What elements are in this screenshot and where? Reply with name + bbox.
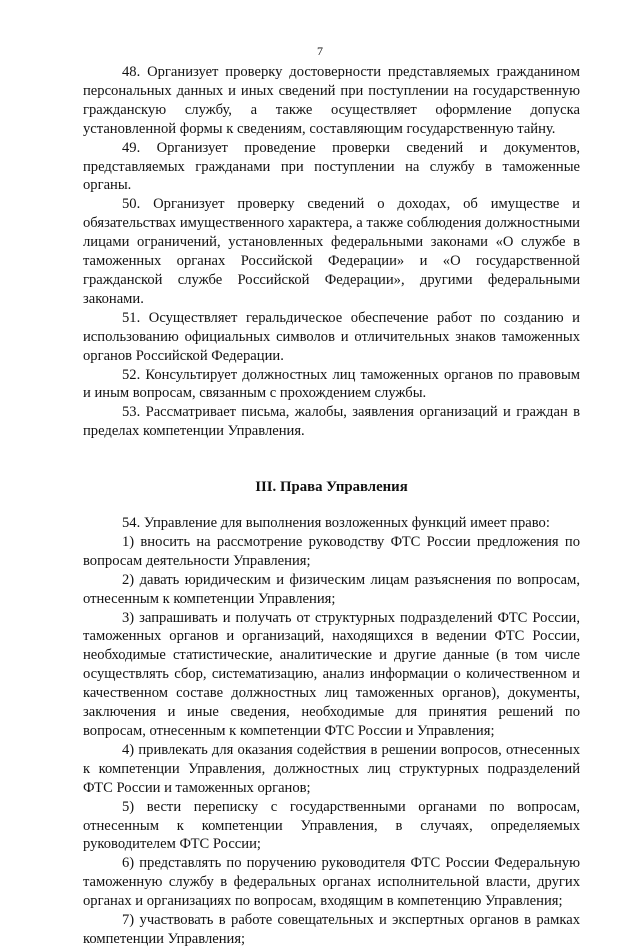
- section-heading: III. Права Управления: [255, 479, 408, 496]
- paragraph-51: 51. Осуществляет геральдическое обеспечение работ по созданию и использованию официальных символов и отличительных знаков таможенных органов Российской Федерации.: [83, 309, 580, 364]
- paragraph-53: 53. Рассматривает письма, жалобы, заявления организаций и граждан в пределах компетенции Управления.: [83, 404, 580, 440]
- paragraph-49: 49. Организует проведение проверки сведений и документов, представляемых гражданами при поступлении на службу в таможенные органы.: [83, 139, 580, 194]
- paragraph-52: 52. Консультирует должностных лиц таможенных органов по правовым и иным вопросам, связанным с прохождением службы.: [83, 366, 580, 402]
- paragraph-54: 54. Управление для выполнения возложенных функций имеет право:: [122, 515, 550, 532]
- list-item-5: 5) вести переписку с государственными органами по вопросам, отнесенным к компетенции Управления, в случаях, определяемых руководителем ФТС России;: [83, 798, 580, 853]
- page-number: 7: [317, 44, 323, 58]
- document-body: [83, 63, 580, 949]
- paragraph-50: 50. Организует проверку сведений о доходах, об имуществе и обязательствах имущественного характера, а также соблюдения должностными лицами ограничений, установленных федеральными законами «О службе в таможенных органах Российской Федерации» и «О государственной гражданской службе Российской Федерации», другими федеральными законами.: [83, 196, 580, 307]
- list-item-1: 1) вносить на рассмотрение руководству ФТС России предложения по вопросам деятельности Управления;: [83, 533, 580, 569]
- list-item-2: 2) давать юридическим и физическим лицам разъяснения по вопросам, отнесенным к компетенции Управления;: [83, 571, 580, 607]
- list-item-3: 3) запрашивать и получать от структурных подразделений ФТС России, таможенных органов и организаций, находящихся в ведении ФТС России, необходимые статистические, аналитические и другие данные (в том числе осуществлять сбор, систематизацию, анализ информации о количественном и качественном составе должностных лиц таможенных органов), документы, заключения и иные сведения, необходимые для принятия решений по вопросам, отнесенным к компетенции ФТС России и Управления;: [83, 609, 580, 739]
- list-item-7: 7) участвовать в работе совещательных и экспертных органов в рамках компетенции Управления;: [83, 912, 580, 947]
- paragraph-48: 48. Организует проверку достоверности представляемых гражданином персональных данных и иных сведений при поступлении на государственную гражданскую службу, а также осуществляет оформление допуска установленной формы к сведениям, составляющим государственную тайну.: [83, 64, 580, 137]
- list-item-6: 6) представлять по поручению руководителя ФТС России Федеральную таможенную службу в федеральных органах исполнительной власти, других органах и организациях по вопросам, входящим в компетенцию Управления;: [83, 855, 580, 910]
- list-item-4: 4) привлекать для оказания содействия в решении вопросов, отнесенных к компетенции Управления, должностных лиц структурных подразделений ФТС России и таможенных органов;: [83, 741, 580, 796]
